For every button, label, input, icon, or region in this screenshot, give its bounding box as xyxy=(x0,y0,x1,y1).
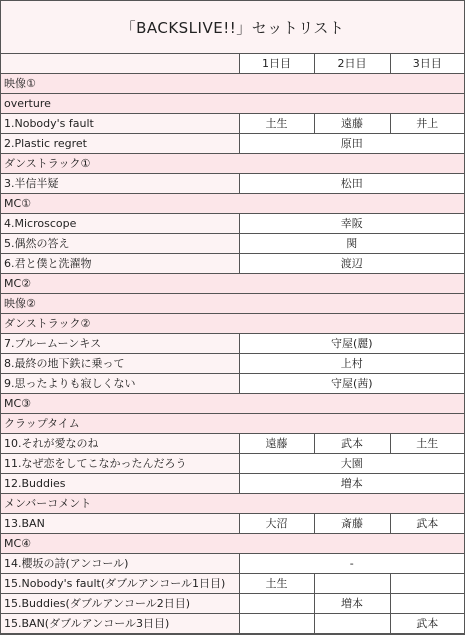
song-row xyxy=(1,594,464,614)
song-row xyxy=(1,514,464,534)
setlist-table xyxy=(1,54,464,634)
section-label: クラップタイム xyxy=(1,414,464,434)
section-row xyxy=(1,154,464,174)
song-row xyxy=(1,554,464,574)
song-title: 10.それが愛なのね xyxy=(1,434,239,454)
performer-day1 xyxy=(239,614,314,634)
song-title: 4.Microscope xyxy=(1,214,239,234)
section-row xyxy=(1,314,464,334)
performer-all-days: 増本 xyxy=(239,474,464,494)
song-title: 15.Nobody's fault(ダブルアンコール1日目) xyxy=(1,574,239,594)
song-row xyxy=(1,574,464,594)
performer-all-days: - xyxy=(239,554,464,574)
song-title: 8.最終の地下鉄に乗って xyxy=(1,354,239,374)
performer-all-days: 守屋(麗) xyxy=(239,334,464,354)
section-label: MC① xyxy=(1,194,464,214)
song-title: 11.なぜ恋をしてこなかったんだろう xyxy=(1,454,239,474)
section-row xyxy=(1,294,464,314)
song-title: 15.BAN(ダブルアンコール3日目) xyxy=(1,614,239,634)
song-title: 3.半信半疑 xyxy=(1,174,239,194)
column-header-row xyxy=(1,54,464,74)
performer-day1: 土生 xyxy=(239,114,314,134)
song-title: 6.君と僕と洗濯物 xyxy=(1,254,239,274)
section-row xyxy=(1,394,464,414)
song-row xyxy=(1,114,464,134)
song-row xyxy=(1,434,464,454)
song-row xyxy=(1,234,464,254)
column-header-day2: 2日目 xyxy=(314,54,390,74)
performer-day3: 武本 xyxy=(390,614,464,634)
performer-day2: 武本 xyxy=(314,434,390,454)
song-title: 12.Buddies xyxy=(1,474,239,494)
song-row xyxy=(1,214,464,234)
page-title: 「BACKSLIVE!!」セットリスト xyxy=(1,1,464,54)
performer-all-days: 関 xyxy=(239,234,464,254)
section-row xyxy=(1,414,464,434)
section-label: MC④ xyxy=(1,534,464,554)
song-row xyxy=(1,474,464,494)
column-header-day1: 1日目 xyxy=(239,54,314,74)
song-row xyxy=(1,454,464,474)
song-title: 14.櫻坂の詩(アンコール) xyxy=(1,554,239,574)
column-header-song xyxy=(1,54,239,74)
performer-all-days: 原田 xyxy=(239,134,464,154)
performer-day3 xyxy=(390,574,464,594)
section-row xyxy=(1,534,464,554)
performer-all-days: 松田 xyxy=(239,174,464,194)
performer-all-days: 上村 xyxy=(239,354,464,374)
song-row xyxy=(1,354,464,374)
section-label: 映像② xyxy=(1,294,464,314)
song-title: 15.Buddies(ダブルアンコール2日目) xyxy=(1,594,239,614)
section-row xyxy=(1,94,464,114)
performer-day1: 土生 xyxy=(239,574,314,594)
performer-day1: 大沼 xyxy=(239,514,314,534)
performer-day3: 井上 xyxy=(390,114,464,134)
song-row xyxy=(1,254,464,274)
section-row xyxy=(1,194,464,214)
section-row xyxy=(1,274,464,294)
performer-all-days: 幸阪 xyxy=(239,214,464,234)
column-header-day3: 3日目 xyxy=(390,54,464,74)
section-label: MC② xyxy=(1,274,464,294)
song-title: 2.Plastic regret xyxy=(1,134,239,154)
song-row xyxy=(1,174,464,194)
performer-day3: 武本 xyxy=(390,514,464,534)
section-label: overture xyxy=(1,94,464,114)
section-row xyxy=(1,494,464,514)
performer-day2: 増本 xyxy=(314,594,390,614)
song-row xyxy=(1,614,464,634)
performer-day2: 遠藤 xyxy=(314,114,390,134)
song-title: 9.思ったよりも寂しくない xyxy=(1,374,239,394)
song-row xyxy=(1,374,464,394)
song-title: 7.ブルームーンキス xyxy=(1,334,239,354)
section-label: MC③ xyxy=(1,394,464,414)
section-label: ダンストラック① xyxy=(1,154,464,174)
performer-day2 xyxy=(314,574,390,594)
setlist-body xyxy=(1,54,464,634)
performer-day1: 遠藤 xyxy=(239,434,314,454)
section-label: ダンストラック② xyxy=(1,314,464,334)
performer-all-days: 渡辺 xyxy=(239,254,464,274)
song-row xyxy=(1,134,464,154)
song-title: 1.Nobody's fault xyxy=(1,114,239,134)
song-row xyxy=(1,334,464,354)
performer-day2: 斎藤 xyxy=(314,514,390,534)
section-label: メンバーコメント xyxy=(1,494,464,514)
song-title: 5.偶然の答え xyxy=(1,234,239,254)
section-row xyxy=(1,74,464,94)
performer-all-days: 守屋(茜) xyxy=(239,374,464,394)
performer-day3: 土生 xyxy=(390,434,464,454)
performer-all-days: 大園 xyxy=(239,454,464,474)
section-label: 映像① xyxy=(1,74,464,94)
performer-day1 xyxy=(239,594,314,614)
performer-day2 xyxy=(314,614,390,634)
song-title: 13.BAN xyxy=(1,514,239,534)
performer-day3 xyxy=(390,594,464,614)
